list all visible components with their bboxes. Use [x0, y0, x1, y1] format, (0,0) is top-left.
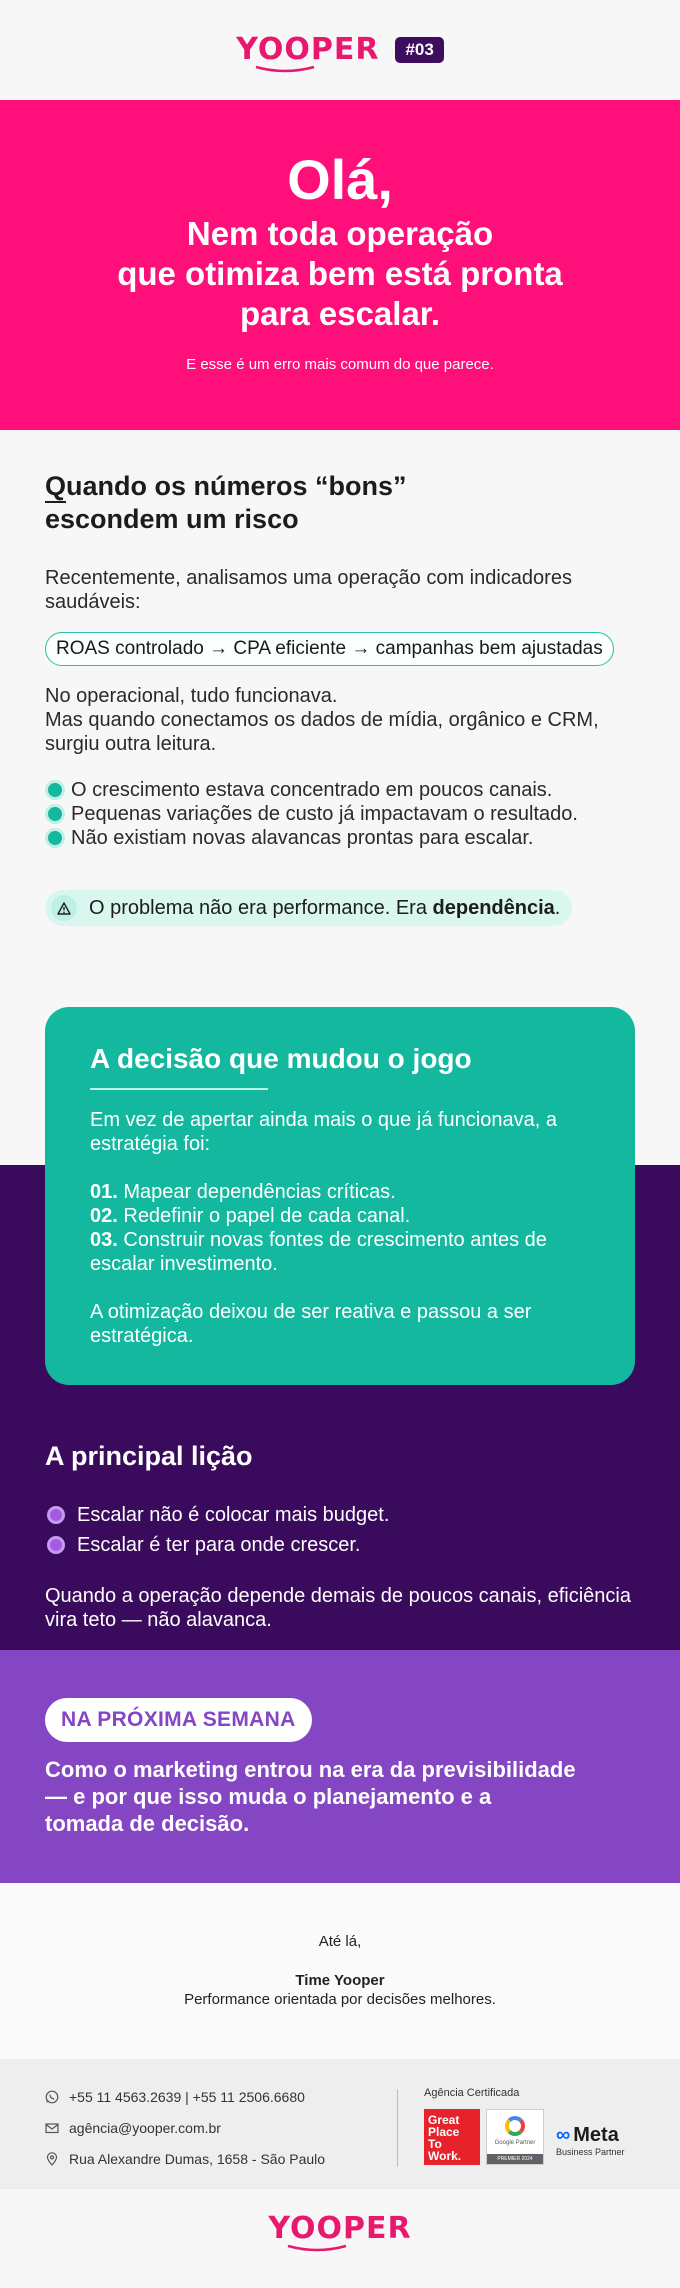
- contact-phone[interactable]: [45, 2087, 397, 2107]
- step-number: 01.: [90, 1181, 118, 1203]
- bullet-dot-icon: [48, 783, 62, 797]
- risk-title-rest: uando os números “bons” escondem um risco: [45, 471, 407, 534]
- decision-intro: Em vez de apertar ainda mais o que já funcionava, a estratégia foi:: [90, 1109, 557, 1155]
- decision-card: [45, 1007, 635, 1385]
- risk-section: [0, 430, 680, 977]
- callout-text-bold: dependência: [432, 896, 555, 919]
- google-partner-badge: [486, 2109, 544, 2165]
- cert-badges: [424, 2109, 625, 2165]
- warning-icon: [51, 895, 77, 921]
- lesson-item-text: Escalar é ter para onde crescer.: [77, 1534, 361, 1556]
- list-item: [90, 1228, 590, 1276]
- footer-logo-area: [0, 2189, 680, 2268]
- list-item: [90, 1180, 590, 1204]
- address-text: Rua Alexandre Dumas, 1658 - São Paulo: [69, 2151, 326, 2167]
- step-number: 02.: [90, 1205, 118, 1227]
- lesson-text: Quando a operação depende demais de poucos canais, eficiência vira teto — não alavanca.: [45, 1585, 631, 1631]
- risk-line-1: No operacional, tudo funcionava.: [45, 685, 338, 707]
- contact-list: [45, 2087, 397, 2189]
- great-place-to-work-badge: Great Place To Work.: [424, 2109, 480, 2165]
- risk-title-initial: Q: [45, 471, 67, 501]
- list-item: [45, 778, 635, 802]
- phone-text: +55 11 4563.2639 | +55 11 2506.6680: [69, 2089, 305, 2105]
- map-pin-icon: [45, 2152, 59, 2166]
- meta-logo: [556, 2124, 625, 2147]
- footer-logo-text: YOOPER: [268, 2210, 412, 2246]
- google-partner-text: Google Partner: [494, 2140, 536, 2146]
- contact-email[interactable]: [45, 2118, 397, 2138]
- bullet-dot-icon: [48, 807, 62, 821]
- logo-swoosh-icon: [254, 65, 316, 73]
- meta-infinity-icon: ∞: [556, 2124, 571, 2146]
- bullet-text: Pequenas variações de custo já impactavam o resultado.: [71, 803, 578, 825]
- logo-text: YOOPER: [236, 32, 380, 67]
- list-item: [45, 826, 635, 850]
- whatsapp-icon: [45, 2090, 59, 2104]
- risk-bullets: [45, 778, 635, 850]
- next-week-text: Como o marketing entrou na era da previsibilidade — e por que isso muda o planejamento e a tomada de decisão.: [45, 1757, 576, 1836]
- logo-swoosh-icon: [286, 2244, 348, 2252]
- risk-title: [45, 470, 635, 536]
- google-premier-text: PREMIER 2024: [487, 2154, 543, 2164]
- certified-label: Agência Certificada: [424, 2087, 520, 2099]
- next-week-section: [0, 1650, 680, 1883]
- hero-title: Nem toda operação que otimiza bem está pronta para escalar.: [117, 215, 563, 332]
- decision-section: [0, 977, 680, 1440]
- decision-title-rule: [90, 1088, 268, 1090]
- yooper-footer-logo[interactable]: [268, 2210, 412, 2246]
- footer-contacts: [0, 2059, 680, 2189]
- metrics-pill: ROAS controlado → CPA eficiente → campanhas bem ajustadas: [45, 632, 614, 666]
- header: [0, 0, 680, 100]
- callout-text-main: O problema não era performance. Era: [89, 896, 433, 919]
- hero-banner: [0, 100, 680, 430]
- yooper-logo[interactable]: [236, 32, 380, 67]
- step-text: Mapear dependências críticas.: [117, 1181, 396, 1203]
- step-text: Construir novas fontes de crescimento antes de escalar investimento.: [90, 1229, 547, 1275]
- decision-title: A decisão que mudou o jogo: [90, 1043, 472, 1074]
- signoff-section: [0, 1883, 680, 2059]
- bullet-dot-icon: [47, 1536, 65, 1554]
- signoff-bye: Até lá,: [318, 1933, 362, 1950]
- lesson-section: [0, 1440, 680, 1650]
- meta-word: Meta: [573, 2124, 619, 2146]
- step-text: Redefinir o papel de cada canal.: [117, 1205, 411, 1227]
- callout-text-end: .: [554, 896, 561, 919]
- list-item: [45, 802, 635, 826]
- risk-intro: Recentemente, analisamos uma operação com indicadores saudáveis:: [45, 567, 572, 613]
- meta-partner-text: Business Partner: [556, 2147, 625, 2157]
- bullet-text: O crescimento estava concentrado em poucos canais.: [71, 779, 553, 801]
- hero-subtitle: E esse é um erro mais comum do que parece.: [186, 356, 494, 373]
- list-item: [45, 1530, 635, 1560]
- lesson-list: [45, 1500, 635, 1560]
- meta-partner-badge: [556, 2124, 625, 2165]
- mail-icon: [45, 2121, 59, 2135]
- risk-line-2: Mas quando conectamos os dados de mídia, orgânico e CRM, surgiu outra leitura.: [45, 709, 599, 755]
- list-item: [90, 1204, 590, 1228]
- bullet-text: Não existiam novas alavancas prontas para escalar.: [71, 827, 534, 849]
- next-week-badge: NA PRÓXIMA SEMANA: [45, 1698, 312, 1742]
- list-item: [45, 1500, 635, 1530]
- decision-outro: A otimização deixou de ser reativa e passou a ser estratégica.: [90, 1301, 532, 1347]
- google-g-icon: [505, 2116, 525, 2136]
- lesson-item-text: Escalar não é colocar mais budget.: [77, 1504, 390, 1526]
- signoff-team: Time Yooper: [295, 1972, 385, 1989]
- hero-greeting: Olá,: [287, 148, 393, 211]
- issue-badge: #03: [395, 37, 443, 63]
- email-text: agência@yooper.com.br: [69, 2120, 221, 2136]
- contact-address[interactable]: [45, 2149, 397, 2169]
- lesson-title: A principal lição: [45, 1441, 253, 1471]
- bullet-dot-icon: [48, 831, 62, 845]
- step-number: 03.: [90, 1229, 118, 1251]
- bullet-dot-icon: [47, 1506, 65, 1524]
- certifications: [398, 2087, 625, 2189]
- dependency-callout: [45, 890, 572, 926]
- callout-text: [89, 897, 560, 920]
- signoff-tagline: Performance orientada por decisões melhores.: [184, 1991, 496, 2008]
- decision-steps: [90, 1180, 590, 1276]
